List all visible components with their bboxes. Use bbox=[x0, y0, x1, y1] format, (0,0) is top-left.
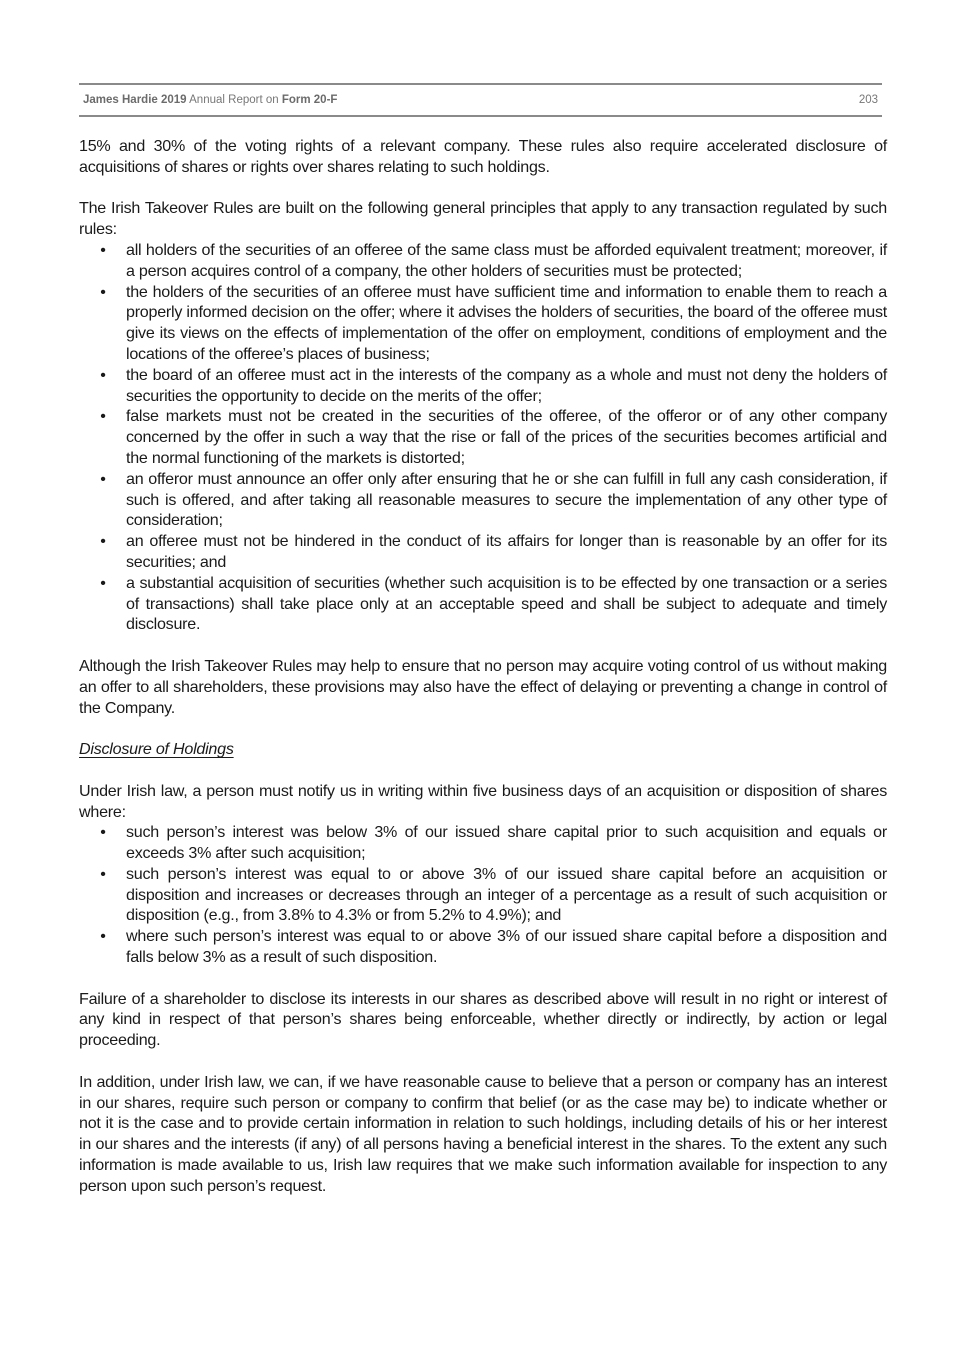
list-item: • the holders of the securities of an offeree must have sufficient time and information to enable them to reach a properly informed decision on the offer; where it advises the holders of securities, the board of the offeree must give its views on the effects of implementation of the offer on employment, conditions of employment and the locations of the offeree’s places of business; bbox=[79, 282, 887, 365]
header-form: Form 20-F bbox=[281, 94, 338, 106]
bullet-icon: • bbox=[100, 407, 106, 426]
list-item: • an offeror must announce an offer only after ensuring that he or she can fulfill in full any cash consideration, if such is offered, and after taking all reasonable measures to secure the implementation of any other type of consideration; bbox=[79, 469, 887, 531]
list-item: • the board of an offeree must act in the interests of the company as a whole and must not deny the holders of securities the opportunity to decide on the merits of the offer; bbox=[79, 365, 887, 407]
principles-list bbox=[79, 240, 887, 635]
paragraph-takeover-effect: Although the Irish Takeover Rules may help to ensure that no person may acquire voting control of us without making an offer to all shareholders, these provisions may also have the effect of delaying or preventing a change in control of the Company. bbox=[79, 656, 887, 717]
paragraph-notification-intro: Under Irish law, a person must notify us in writing within five business days of an acquisition or disposition of shares where: bbox=[79, 781, 887, 821]
section-heading bbox=[79, 739, 887, 760]
paragraph-failure-to-disclose: Failure of a shareholder to disclose its interests in our shares as described above will result in no right or interest of any kind in respect of that person’s shares being enforceable, whether directly or indirectly, by action or legal proceeding. bbox=[79, 989, 887, 1050]
bullet-icon: • bbox=[100, 573, 106, 592]
bullet-icon: • bbox=[100, 469, 106, 488]
paragraph-voting-rights: 15% and 30% of the voting rights of a relevant company. These rules also require accelerated disclosure of acquisitions of shares or rights over shares relating to such holdings. bbox=[79, 137, 887, 176]
document-body bbox=[79, 136, 887, 1217]
bullet-icon: • bbox=[100, 282, 106, 301]
bullet-icon: • bbox=[100, 927, 106, 946]
paragraph-information-request: In addition, under Irish law, we can, if we have reasonable cause to believe that a person or company has an interest in our shares, require such person or company to confirm that belief (or as the case may be) to indicate whether or not it is the case and to provide certain information in relation to such holdings, including details of his or her interest in our shares and the interests (if any) of all persons having a beneficial interest in the shares. To the extent any such information is made available to us, Irish law requires that we make such information available for inspection to any person upon such person’s request. bbox=[79, 1072, 887, 1195]
list-item: • an offeree must not be hindered in the conduct of its affairs for longer than is reasonable by an offer for its securities; and bbox=[79, 531, 887, 573]
header-title bbox=[83, 94, 337, 106]
bullet-icon: • bbox=[100, 365, 106, 384]
running-header bbox=[79, 83, 882, 117]
paragraph-principles-intro: The Irish Takeover Rules are built on the following general principles that apply to any transaction regulated by such rules: bbox=[79, 199, 887, 239]
list-item: • where such person’s interest was equal to or above 3% of our issued share capital before a disposition and falls below 3% as a result of such disposition. bbox=[79, 926, 887, 968]
bullet-icon: • bbox=[100, 823, 106, 842]
list-item: • a substantial acquisition of securities (whether such acquisition is to be effected by one transaction or a series of transactions) shall take place only at an acceptable speed and shall be subject to adequate and timely disclosure. bbox=[79, 573, 887, 635]
header-company: James Hardie 2019 bbox=[83, 94, 187, 106]
list-item: • such person’s interest was below 3% of our issued share capital prior to such acquisition and equals or exceeds 3% after such acquisition; bbox=[79, 822, 887, 864]
page-number: 203 bbox=[858, 94, 878, 106]
bullet-icon: • bbox=[100, 532, 106, 551]
list-item: • all holders of the securities of an offeree of the same class must be afforded equivalent treatment; moreover, if a person acquires control of a company, the other holders of securities must be protected; bbox=[79, 240, 887, 282]
bullet-icon: • bbox=[100, 240, 106, 259]
subheading-disclosure-of-holdings: Disclosure of Holdings bbox=[79, 740, 234, 759]
header-mid: Annual Report on bbox=[186, 94, 282, 106]
conditions-list bbox=[79, 822, 887, 968]
list-item: • such person’s interest was equal to or above 3% of our issued share capital before an acquisition or disposition and increases or decreases through an integer of a percentage as a result of such acquisition or disposition (e.g., from 3.8% to 4.3% or from 5.2% to 4.9%); and bbox=[79, 864, 887, 926]
bullet-icon: • bbox=[100, 864, 106, 883]
list-item: • false markets must not be created in the securities of the offeree, of the offeror or of any other company concerned by the offer in such a way that the rise or fall of the prices of the securities becomes artificial and the normal functioning of the markets is distorted; bbox=[79, 406, 887, 468]
